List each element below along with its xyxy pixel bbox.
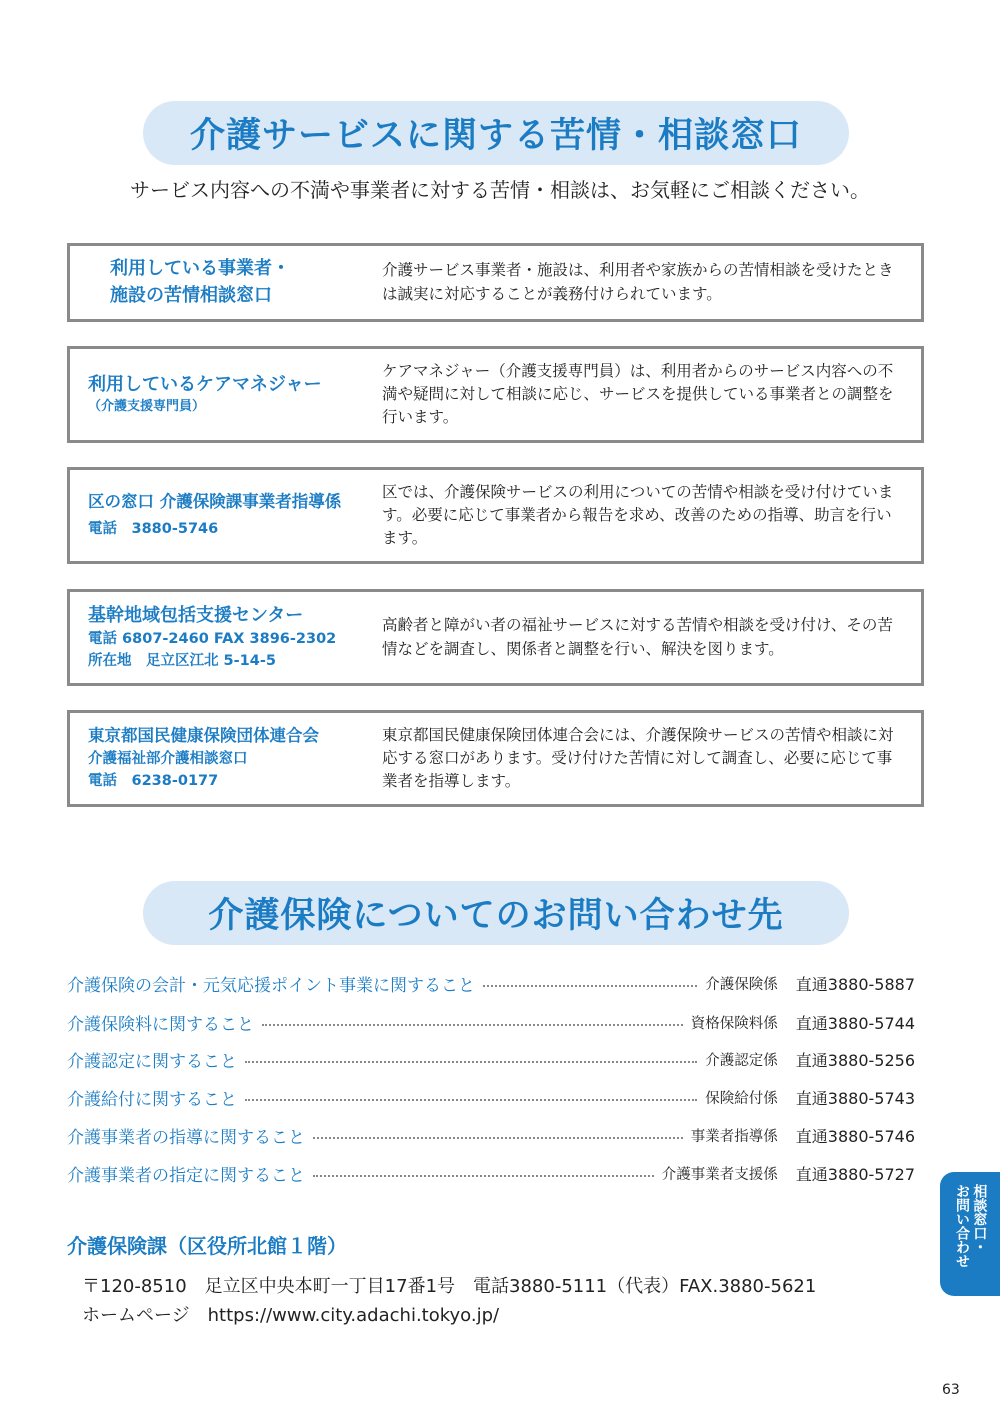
inquiry-topic: 介護保険料に関すること xyxy=(67,1014,254,1035)
complaint-box-national-health-federation xyxy=(67,710,924,807)
inquiry-topic: 介護事業者の指導に関すること xyxy=(67,1127,305,1148)
inquiry-phone: 直通3880-5727 xyxy=(795,1164,915,1184)
inquiry-department: 保険給付係 xyxy=(705,1090,778,1107)
inquiry-row xyxy=(67,1122,915,1148)
complaints-subtitle: サービス内容への不満や事業者に対する苦情・相談は、お気軽にご相談ください。 xyxy=(130,178,870,202)
box-title-line: 利用している事業者・ xyxy=(110,258,290,280)
office-homepage[interactable]: ホームページ https://www.city.adachi.tokyo.jp/ xyxy=(82,1305,500,1326)
box-description: 介護サービス事業者・施設は、利用者や家族からの苦情相談を受けたときは誠実に対応することが義務付けられています。 xyxy=(382,261,894,303)
inquiry-phone: 直通3880-5746 xyxy=(795,1126,915,1146)
box-label xyxy=(88,713,368,804)
inquiry-department: 介護保険係 xyxy=(705,976,778,993)
inquiry-topic: 介護事業者の指定に関すること xyxy=(67,1165,305,1186)
inquiry-phone: 直通3880-5256 xyxy=(795,1050,915,1070)
box-title: 利用しているケアマネジャー xyxy=(88,374,322,396)
complaint-box-support-center xyxy=(67,589,924,686)
inquiry-row xyxy=(67,1009,915,1035)
complaints-section-title: 介護サービスに関する苦情・相談窓口 xyxy=(143,101,849,165)
leader-dots xyxy=(313,1175,654,1177)
side-tab-line: 相談窓口・ xyxy=(971,1184,988,1254)
page-number: 63 xyxy=(942,1382,960,1398)
office-address: 〒120-8510 足立区中央本町一丁目17番1号 電話3880-5111（代表）FAX.3880-5621 xyxy=(82,1276,817,1297)
complaint-box-ward-office xyxy=(67,467,924,564)
inquiry-row xyxy=(67,1160,915,1186)
inquiry-topic: 介護保険の会計・元気応援ポイント事業に関すること xyxy=(67,975,475,996)
inquiries-section-title: 介護保険についてのお問い合わせ先 xyxy=(143,881,849,945)
leader-dots xyxy=(245,1061,697,1063)
box-title: 区の窓口 介護保険課事業者指導係 xyxy=(88,492,342,512)
box-description: ケアマネジャー（介護支援専門員）は、利用者からのサービス内容への不満や疑問に対して相談に応じ、サービスを提供している事業者との調整を行います。 xyxy=(382,361,894,427)
box-title-line: 施設の苦情相談窓口 xyxy=(110,284,272,306)
leader-dots xyxy=(245,1099,697,1101)
inquiry-row xyxy=(67,970,915,996)
inquiry-department: 介護事業者支援係 xyxy=(661,1166,778,1183)
leader-dots xyxy=(262,1024,683,1026)
box-title: 基幹地域包括支援センター xyxy=(88,604,304,626)
inquiry-phone: 直通3880-5887 xyxy=(795,974,915,994)
box-title: 東京都国民健康保険団体連合会 xyxy=(88,726,319,746)
inquiry-topic: 介護認定に関すること xyxy=(67,1051,237,1072)
box-phone: 電話 3880-5746 xyxy=(88,521,219,537)
inquiry-phone: 直通3880-5744 xyxy=(795,1013,915,1033)
box-description: 東京都国民健康保険団体連合会には、介護保険サービスの苦情や相談に対応する窓口があります。受け付けた苦情に対して調査し、必要に応じて事業者を指導します。 xyxy=(382,725,894,791)
box-address: 所在地 足立区江北 5-14-5 xyxy=(88,652,276,669)
leader-dots xyxy=(483,985,697,987)
box-label xyxy=(88,349,368,440)
inquiry-department: 資格保険料係 xyxy=(690,1015,778,1032)
inquiry-row xyxy=(67,1084,915,1110)
inquiry-department: 介護認定係 xyxy=(705,1052,778,1069)
office-title: 介護保険課（区役所北館１階） xyxy=(67,1234,347,1258)
box-description: 高齢者と障がい者の福祉サービスに対する苦情や相談を受け付け、その苦情などを調査し、関係者と調整を行い、解決を図ります。 xyxy=(382,616,893,658)
complaint-box-care-manager xyxy=(67,346,924,443)
inquiry-phone: 直通3880-5743 xyxy=(795,1088,915,1108)
inquiry-row xyxy=(67,1046,915,1072)
inquiry-topic: 介護給付に関すること xyxy=(67,1089,237,1110)
inquiry-department: 事業者指導係 xyxy=(690,1128,778,1145)
box-label xyxy=(88,470,368,561)
leader-dots xyxy=(313,1137,683,1139)
box-phone: 電話 6807-2460 FAX 3896-2302 xyxy=(88,630,337,647)
side-tab-line: お問い合わせ xyxy=(954,1184,970,1268)
box-description: 区では、介護保険サービスの利用についての苦情や相談を受け付けています。必要に応じて事業者から報告を求め、改善のための指導、助言を行います。 xyxy=(382,482,894,548)
box-phone: 電話 6238-0177 xyxy=(88,772,219,789)
section-index-tab[interactable] xyxy=(940,1172,1000,1296)
box-subtitle: 介護福祉部介護相談窓口 xyxy=(88,751,248,768)
box-subtitle: （介護支援専門員） xyxy=(88,399,206,415)
box-label xyxy=(110,246,390,319)
box-label xyxy=(88,592,368,683)
complaint-box-provider xyxy=(67,243,924,322)
